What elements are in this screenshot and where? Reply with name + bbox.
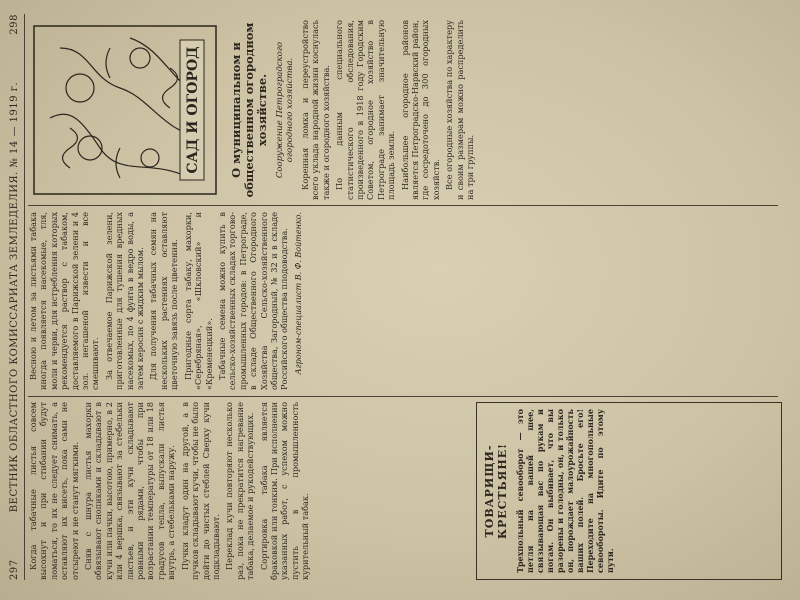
ornament-title: САД И ОГОРОД [185,46,201,174]
paragraph: Сняв с шнура листья махорки обвязывают снопиками и складывают в кучи или пачки, высотою, примерно, в 2 или 4 вершка, связывают за стебельки листьев, и эти кучи складывают ровными рядами, чтобы при возрастании температуры от 18 или 18 градусов тепла, выпускали листья внутрь, а стебельками наружу. [83,402,177,580]
appeal-box [476,402,782,580]
paragraph: Все огородные хозяйства по характеру и своим размерам можно распределить на три группы. [444,20,476,200]
signature: Агроном-специалист В. Ф. Войтенко. [293,212,303,375]
paragraph: За отвечаемое Парижской зелени, приготовленные для тушения вредных насекомых, по 4 фунта в ведро воды, а затем керосин с жидким мылом. [103,212,146,390]
column-divider [28,396,778,397]
right-page-number: 298 [8,14,20,35]
article-subtitle: Сооружение Петроградского огородного хозяйства. [275,41,295,179]
column-2 [28,212,773,390]
paragraph: Коренная ломка и переустройство всего уклада народной жизни коснулась также и огородного хозяйства. [300,20,331,200]
paragraph: Сортировка табака является браковкой или тонким. При исполнении указанных работ, с успехом можно пустить в промышленность курительный табак. [258,402,311,580]
paragraph: Табачные семена можно купить в сельско-хозяйственных складах торгово-промышленных городов: в Петрограде, в складе Общественного Огородного Хозяйства Сельско-хозяйственного общества, Загородный, № 32 и в складе Российского общества плодоводства. [216,212,290,390]
paragraph: Переклад кучи повторяют несколько раз, пока не прекратится нагревание табака, делаемое и рукодействующих. [224,402,256,580]
paragraph: Пригодные сорта табаку, махорки, «Серебряная», «Шкловский» и «Кременецкий». [182,212,214,390]
column-1 [28,402,468,580]
paragraph: Наибольшее огородное районов является Петроградско-Нарвский район, где сосредоточено до 300 огородных хозяйств. [399,20,441,200]
paragraph: Для получения табачных семян на нескольких растениях оставляют цветочную завязь после цветения. [148,212,180,390]
paragraph: Когда табачные листья совсем высохнут и при стибании будут ломаться, то их не следует снимать, а оставляют их висеть, пока сами не отсыреют и не станут мягкими. [28,402,80,580]
paragraph: Весною и летом за листьями табака иногда появляется насекомые, тля, моли и черви, для истребления которых рекомендуется раствор с табаком, доставляемого в Парижской зелени и 4 зол. негашеной извести и все смешивают. [28,212,101,390]
column-3 [300,20,780,200]
journal-title: ВЕСТНИК ОБЛАСТНОГО КОМИССАРИАТА ЗЕМЛЕДЕЛИЯ. № 14 — 1919 г. [8,81,20,513]
article-title: О муниципальном и общественном огородном хозяйстве. [229,22,269,198]
running-header [6,14,25,580]
paragraph: По данным специального статистического обследования, произведенного в 1918 году Городским Советом, огородное хозяйство в Петрограде занимает значительную площадь земли. [334,20,397,200]
column-divider [28,205,778,206]
appeal-text: Трехпольный севооборот — это петля на вашей шее, связывающая вас по рукам и ногам. Он выбивает, что вы разорены и голодны, он, и только он, порождает малоурожайность ваших полей. Бросьте его! Переходите на многопольные севообороты. Идите по этому пути. [515,409,615,573]
paragraph: Пучки кладут один на другой, а в пучков складывают кучи, чтобы не было дойти до чистых стеблей Сверху кучи подкладывают. [179,402,221,580]
left-page-number: 297 [8,559,20,580]
garden-ornament-illustration [30,22,220,198]
appeal-title: ТОВАРИЩИ-КРЕСТЬЯНЕ! [483,443,509,539]
